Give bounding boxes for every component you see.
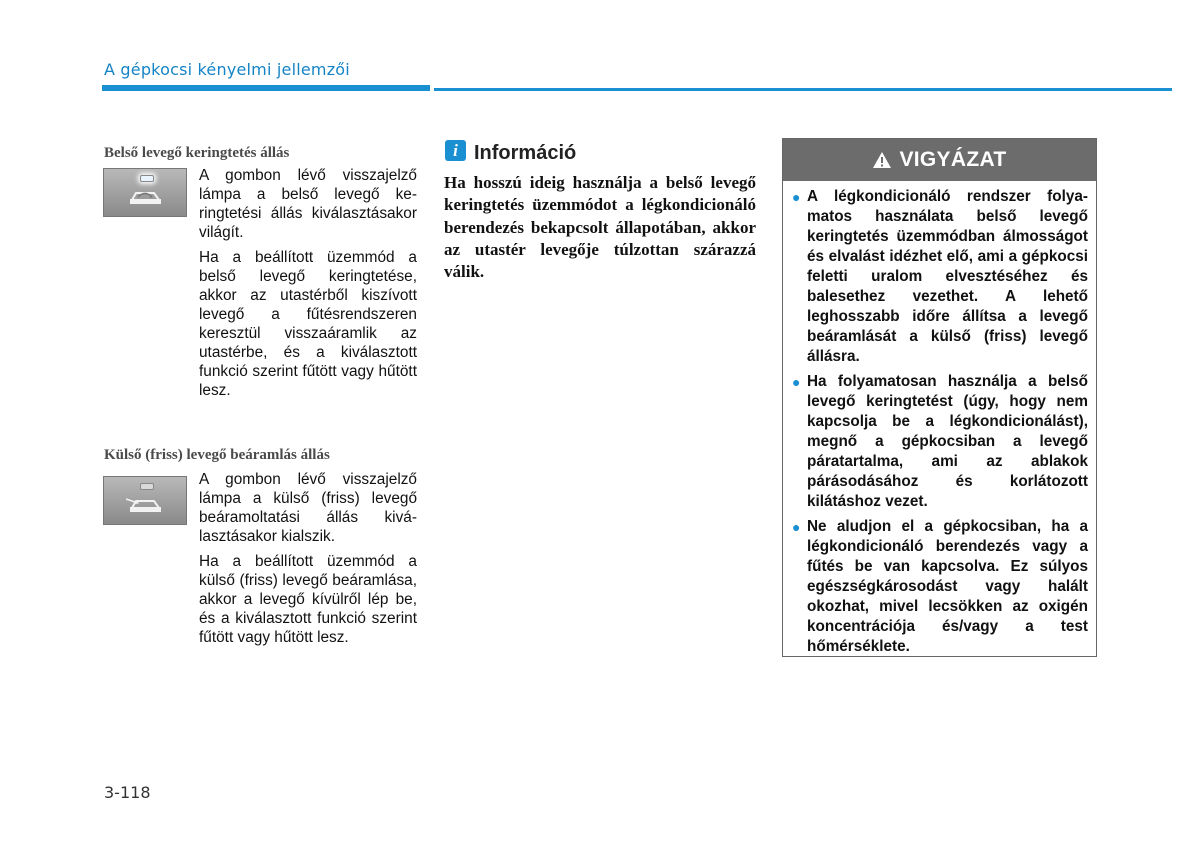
fresh-para-1: A gombon lévő visszajelző lámpa a külső (friss) levegő beáramoltatási állás kiválasztásakor kialszik. (199, 471, 417, 545)
warning-list (783, 181, 1096, 657)
fresh-heading: Külső (friss) levegő beáramlás állás (104, 447, 330, 463)
bullet-icon: ● (792, 374, 801, 390)
warning-item (791, 187, 1088, 367)
recirculation-car-icon (126, 184, 166, 208)
page-header-title: A gépkocsi kényelmi jellemzői (104, 60, 350, 79)
indicator-lamp-on (140, 175, 154, 182)
recirc-description (199, 166, 417, 406)
fresh-para-2: Ha a beállított üzemmód a külső (friss) levegő beáramlása, akkor a levegő kívülről lép be, és a kiválasztott funkció szerint fűtött vagy hűtött lesz. (199, 553, 417, 646)
page-number: 3-118 (104, 783, 151, 802)
recirc-para-1: A gombon lévő visszajelző lámpa a belső levegő keringtetési állás kiválasztásakor világít. (199, 167, 417, 241)
warning-title: VIGYÁZAT (899, 148, 1007, 171)
fresh-description (199, 470, 417, 653)
info-icon: i (445, 140, 466, 161)
recirc-para-2: Ha a beállított üzemmód a belső levegő keringtetése, akkor az utastérből kiszívott levegő a fűtésrendszeren keresztül visszaáramlik az utastérbe, és a kiválasztott funkció szerint fűtött vagy hűtött lesz. (199, 249, 417, 399)
warning-item-text: Ne aludjon el a gépkocsiban, ha a légkondicionáló berendezés vagy a fűtés be van kapcsolva. Ez súlyos egészségkárosodást vagy halált okozhat, mivel lecsökken az oxigén koncentrációja és/vagy a test hőmérséklete. (807, 518, 1088, 655)
header-rule-thin (434, 88, 1172, 91)
recirc-heading: Belső levegő keringtetés állás (104, 145, 290, 161)
info-title: Információ (474, 142, 577, 164)
warning-header (783, 139, 1096, 181)
warning-box (782, 138, 1097, 657)
warning-item (791, 517, 1088, 657)
fresh-air-car-icon (126, 492, 166, 516)
bullet-icon: ● (792, 189, 801, 205)
indicator-lamp-off (140, 483, 154, 490)
warning-item (791, 372, 1088, 512)
info-text: Ha hosszú ideig használja a belső levegő keringtetés üzemmódot a légkondicionáló berendezés bekapcsolt állapotában, akkor az utastér levegője túlzottan szárazzá válik. (444, 173, 756, 282)
warning-item-text: Ha folyamatosan használja a belső levegő keringtetést (úgy, hogy nem kapcsolja be a légkondicionálást), megnő a gépkocsiban a levegő páratartalma, ami az ablakok párásodásához és korlátozott kilátáshoz vezet. (807, 373, 1088, 510)
warning-item-text: A légkondicionáló rendszer folyamatos használata belső levegő keringtetés üzemmódban álmosságot és elvalást idézhet elő, ami a gépkocsi feletti uralom elvesztéséhez és balesethez vezethet. A lehető leghosszabb időre állítsa a levegő beáramlását a külső (friss) levegő állásra. (807, 188, 1088, 365)
warning-triangle-icon (872, 151, 892, 169)
bullet-icon: ● (792, 519, 801, 535)
header-rule-thick (102, 85, 430, 91)
recirculation-button-image (103, 168, 187, 217)
fresh-air-button-image (103, 476, 187, 525)
